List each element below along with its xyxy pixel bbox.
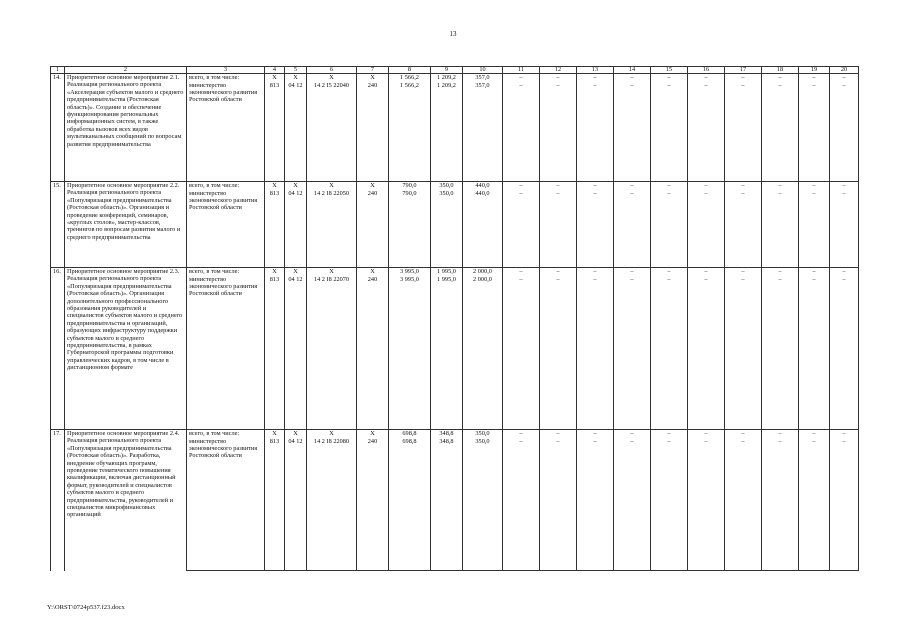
dash-cell: – bbox=[830, 430, 859, 438]
dash-cell: – bbox=[830, 438, 859, 571]
dash-cell: – bbox=[540, 190, 577, 268]
value-cell-c10: 357,0 bbox=[463, 74, 503, 82]
column-number-header: 3 bbox=[187, 67, 265, 74]
dash-cell: – bbox=[651, 438, 688, 571]
value-cell-c6: Х bbox=[307, 182, 357, 190]
value-cell-c10: 2 000,0 bbox=[463, 276, 503, 430]
dash-cell: – bbox=[651, 82, 688, 182]
value-cell-c6: Х bbox=[307, 268, 357, 276]
column-number-header: 4 bbox=[265, 67, 285, 74]
executor-label: министерство экономического развития Ростовской области bbox=[187, 82, 265, 182]
value-cell-c6: Х bbox=[307, 430, 357, 438]
value-cell-c7: Х bbox=[357, 182, 389, 190]
value-cell-c7: 240 bbox=[357, 276, 389, 430]
value-cell-c8: 790,0 bbox=[389, 190, 431, 268]
table-row bbox=[51, 268, 859, 276]
dash-cell: – bbox=[830, 82, 859, 182]
dash-cell: – bbox=[651, 74, 688, 82]
dash-cell: – bbox=[762, 190, 799, 268]
column-number-header: 19 bbox=[799, 67, 830, 74]
dash-cell: – bbox=[688, 82, 725, 182]
dash-cell: – bbox=[762, 430, 799, 438]
value-cell-c8: 790,0 bbox=[389, 182, 431, 190]
executor-label: министерство экономического развития Ростовской области bbox=[187, 190, 265, 268]
value-cell-c5: Х bbox=[285, 268, 307, 276]
value-cell-c9: 1 995,0 bbox=[431, 268, 463, 276]
value-cell-c5: Х bbox=[285, 74, 307, 82]
dash-cell: – bbox=[540, 438, 577, 571]
column-number-header: 15 bbox=[651, 67, 688, 74]
value-cell-c6: 14 2 I8 22080 bbox=[307, 438, 357, 571]
column-number-header: 13 bbox=[577, 67, 614, 74]
program-table bbox=[50, 66, 859, 571]
dash-cell: – bbox=[762, 268, 799, 276]
dash-cell: – bbox=[799, 190, 830, 268]
dash-cell: – bbox=[540, 268, 577, 276]
table-body bbox=[51, 74, 859, 571]
value-cell-c10: 440,0 bbox=[463, 182, 503, 190]
dash-cell: – bbox=[577, 276, 614, 430]
dash-cell: – bbox=[725, 82, 762, 182]
dash-cell: – bbox=[503, 438, 540, 571]
dash-cell: – bbox=[762, 182, 799, 190]
dash-cell: – bbox=[614, 276, 651, 430]
row-number: 16. bbox=[51, 268, 65, 430]
value-cell-c9: 350,0 bbox=[431, 190, 463, 268]
value-cell-c7: Х bbox=[357, 74, 389, 82]
dash-cell: – bbox=[799, 430, 830, 438]
dash-cell: – bbox=[651, 276, 688, 430]
column-number-header: 12 bbox=[540, 67, 577, 74]
dash-cell: – bbox=[614, 430, 651, 438]
value-cell-c8: 698,8 bbox=[389, 430, 431, 438]
dash-cell: – bbox=[503, 276, 540, 430]
value-cell-c10: 440,0 bbox=[463, 190, 503, 268]
dash-cell: – bbox=[614, 190, 651, 268]
dash-cell: – bbox=[830, 190, 859, 268]
value-cell-c7: Х bbox=[357, 430, 389, 438]
value-cell-c6: 14 2 I5 22040 bbox=[307, 82, 357, 182]
dash-cell: – bbox=[725, 438, 762, 571]
dash-cell: – bbox=[540, 182, 577, 190]
value-cell-c5: 04 12 bbox=[285, 438, 307, 571]
column-number-header: 1 bbox=[51, 67, 65, 74]
value-cell-c10: 350,0 bbox=[463, 438, 503, 571]
dash-cell: – bbox=[577, 74, 614, 82]
value-cell-c10: 350,0 bbox=[463, 430, 503, 438]
dash-cell: – bbox=[799, 276, 830, 430]
value-cell-c10: 2 000,0 bbox=[463, 268, 503, 276]
column-number-header: 16 bbox=[688, 67, 725, 74]
dash-cell: – bbox=[614, 268, 651, 276]
column-number-header: 20 bbox=[830, 67, 859, 74]
dash-cell: – bbox=[830, 182, 859, 190]
dash-cell: – bbox=[725, 276, 762, 430]
dash-cell: – bbox=[651, 430, 688, 438]
value-cell-c9: 348,8 bbox=[431, 438, 463, 571]
total-label: всего, в том числе: bbox=[187, 74, 265, 82]
value-cell-c9: 348,8 bbox=[431, 430, 463, 438]
dash-cell: – bbox=[577, 438, 614, 571]
column-number-header: 8 bbox=[389, 67, 431, 74]
dash-cell: – bbox=[503, 430, 540, 438]
event-description: Приоритетное основное мероприятие 2.2. Реализация регионального проекта «Популяризация предпринимательства (Ростовская область)». Организация и проведение конференций, семинаров, «круглых столов», мастер-классов, тренингов по вопросам развития малого и среднего предпринимательства bbox=[65, 182, 187, 268]
column-number-header: 9 bbox=[431, 67, 463, 74]
dash-cell: – bbox=[688, 430, 725, 438]
column-number-header: 2 bbox=[65, 67, 187, 74]
column-number-row bbox=[51, 67, 859, 74]
column-number-header: 11 bbox=[503, 67, 540, 74]
dash-cell: – bbox=[725, 74, 762, 82]
value-cell-c4: Х bbox=[265, 430, 285, 438]
column-number-header: 14 bbox=[614, 67, 651, 74]
dash-cell: – bbox=[540, 276, 577, 430]
value-cell-c9: 350,0 bbox=[431, 182, 463, 190]
total-label: всего, в том числе: bbox=[187, 182, 265, 190]
value-cell-c8: 3 995,0 bbox=[389, 276, 431, 430]
dash-cell: – bbox=[577, 430, 614, 438]
dash-cell: – bbox=[614, 438, 651, 571]
dash-cell: – bbox=[503, 268, 540, 276]
value-cell-c9: 1 209,2 bbox=[431, 74, 463, 82]
value-cell-c6: 14 2 I8 22070 bbox=[307, 276, 357, 430]
value-cell-c4: 813 bbox=[265, 276, 285, 430]
value-cell-c4: 813 bbox=[265, 438, 285, 571]
column-number-header: 6 bbox=[307, 67, 357, 74]
dash-cell: – bbox=[688, 438, 725, 571]
dash-cell: – bbox=[540, 74, 577, 82]
dash-cell: – bbox=[799, 82, 830, 182]
dash-cell: – bbox=[503, 182, 540, 190]
dash-cell: – bbox=[688, 182, 725, 190]
dash-cell: – bbox=[799, 268, 830, 276]
dash-cell: – bbox=[799, 74, 830, 82]
value-cell-c5: 04 12 bbox=[285, 82, 307, 182]
row-number: 14. bbox=[51, 74, 65, 182]
value-cell-c5: 04 12 bbox=[285, 190, 307, 268]
value-cell-c4: 813 bbox=[265, 190, 285, 268]
page-number: 13 bbox=[449, 30, 457, 38]
value-cell-c9: 1 209,2 bbox=[431, 82, 463, 182]
dash-cell: – bbox=[725, 182, 762, 190]
value-cell-c5: Х bbox=[285, 182, 307, 190]
value-cell-c7: 240 bbox=[357, 438, 389, 571]
dash-cell: – bbox=[503, 82, 540, 182]
column-number-header: 18 bbox=[762, 67, 799, 74]
value-cell-c8: 1 566,2 bbox=[389, 82, 431, 182]
dash-cell: – bbox=[762, 82, 799, 182]
dash-cell: – bbox=[830, 74, 859, 82]
dash-cell: – bbox=[688, 276, 725, 430]
table-row bbox=[51, 182, 859, 190]
value-cell-c9: 1 995,0 bbox=[431, 276, 463, 430]
column-number-header: 10 bbox=[463, 67, 503, 74]
column-number-header: 5 bbox=[285, 67, 307, 74]
dash-cell: – bbox=[830, 268, 859, 276]
dash-cell: – bbox=[577, 182, 614, 190]
dash-cell: – bbox=[762, 276, 799, 430]
column-number-header: 17 bbox=[725, 67, 762, 74]
total-label: всего, в том числе: bbox=[187, 268, 265, 276]
value-cell-c4: Х bbox=[265, 182, 285, 190]
event-description: Приоритетное основное мероприятие 2.3. Реализация регионального проекта «Популяризация предпринимательства (Ростовская область)». Организация дополнительного профессионального образования руководителей и специалистов субъектов малого и среднего предпринимательства и организаций, образующих инфраструктуру поддержки субъектов малого и среднего предпринимательства, в рамках Губернаторской программы подготовки управленческих кадров, в том числе в дистанционном формате bbox=[65, 268, 187, 430]
value-cell-c7: 240 bbox=[357, 82, 389, 182]
dash-cell: – bbox=[651, 190, 688, 268]
dash-cell: – bbox=[614, 182, 651, 190]
value-cell-c10: 357,0 bbox=[463, 82, 503, 182]
file-path-footer: Y:\ORST\0724p537.f23.docx bbox=[47, 604, 125, 611]
dash-cell: – bbox=[651, 268, 688, 276]
dash-cell: – bbox=[688, 190, 725, 268]
executor-label: министерство экономического развития Ростовской области bbox=[187, 438, 265, 571]
dash-cell: – bbox=[651, 182, 688, 190]
dash-cell: – bbox=[614, 82, 651, 182]
value-cell-c8: 3 995,0 bbox=[389, 268, 431, 276]
value-cell-c7: 240 bbox=[357, 190, 389, 268]
dash-cell: – bbox=[577, 190, 614, 268]
dash-cell: – bbox=[614, 74, 651, 82]
dash-cell: – bbox=[577, 82, 614, 182]
dash-cell: – bbox=[725, 190, 762, 268]
value-cell-c4: 813 bbox=[265, 82, 285, 182]
dash-cell: – bbox=[577, 268, 614, 276]
row-number: 17. bbox=[51, 430, 65, 571]
dash-cell: – bbox=[503, 74, 540, 82]
dash-cell: – bbox=[725, 430, 762, 438]
table-row bbox=[51, 430, 859, 438]
dash-cell: – bbox=[503, 190, 540, 268]
dash-cell: – bbox=[799, 438, 830, 571]
value-cell-c8: 1 566,2 bbox=[389, 74, 431, 82]
value-cell-c6: Х bbox=[307, 74, 357, 82]
row-number: 15. bbox=[51, 182, 65, 268]
event-description: Приоритетное основное мероприятие 2.4. Реализация регионального проекта «Популяризация предпринимательства (Ростовская область)». Разработка, внедрение обучающих программ, проведение тематического повышения квалификации, включая дистанционный формат, руководителей и специалистов субъектов малого и среднего предпринимательства, руководителей и специалистов микрофинансовых организаций bbox=[65, 430, 187, 571]
executor-label: министерство экономического развития Ростовской области bbox=[187, 276, 265, 430]
dash-cell: – bbox=[762, 74, 799, 82]
column-number-header: 7 bbox=[357, 67, 389, 74]
dash-cell: – bbox=[725, 268, 762, 276]
dash-cell: – bbox=[799, 182, 830, 190]
table-row bbox=[51, 74, 859, 82]
dash-cell: – bbox=[688, 74, 725, 82]
value-cell-c7: Х bbox=[357, 268, 389, 276]
dash-cell: – bbox=[540, 82, 577, 182]
value-cell-c5: Х bbox=[285, 430, 307, 438]
value-cell-c4: Х bbox=[265, 74, 285, 82]
value-cell-c8: 698,8 bbox=[389, 438, 431, 571]
dash-cell: – bbox=[762, 438, 799, 571]
value-cell-c6: 14 2 I8 22050 bbox=[307, 190, 357, 268]
value-cell-c5: 04 12 bbox=[285, 276, 307, 430]
dash-cell: – bbox=[830, 276, 859, 430]
event-description: Приоритетное основное мероприятие 2.1. Реализация регионального проекта «Акселерация субъектов малого и среднего предпринимательства (Ростовская область)». Создание и обеспечение функционирования региональных информационных систем, в также обработка вызовов всех видов мультиканальных сообщений по вопросам развития предпринимательства bbox=[65, 74, 187, 182]
program-table-container bbox=[50, 66, 856, 571]
total-label: всего, в том числе: bbox=[187, 430, 265, 438]
value-cell-c4: Х bbox=[265, 268, 285, 276]
dash-cell: – bbox=[688, 268, 725, 276]
dash-cell: – bbox=[540, 430, 577, 438]
